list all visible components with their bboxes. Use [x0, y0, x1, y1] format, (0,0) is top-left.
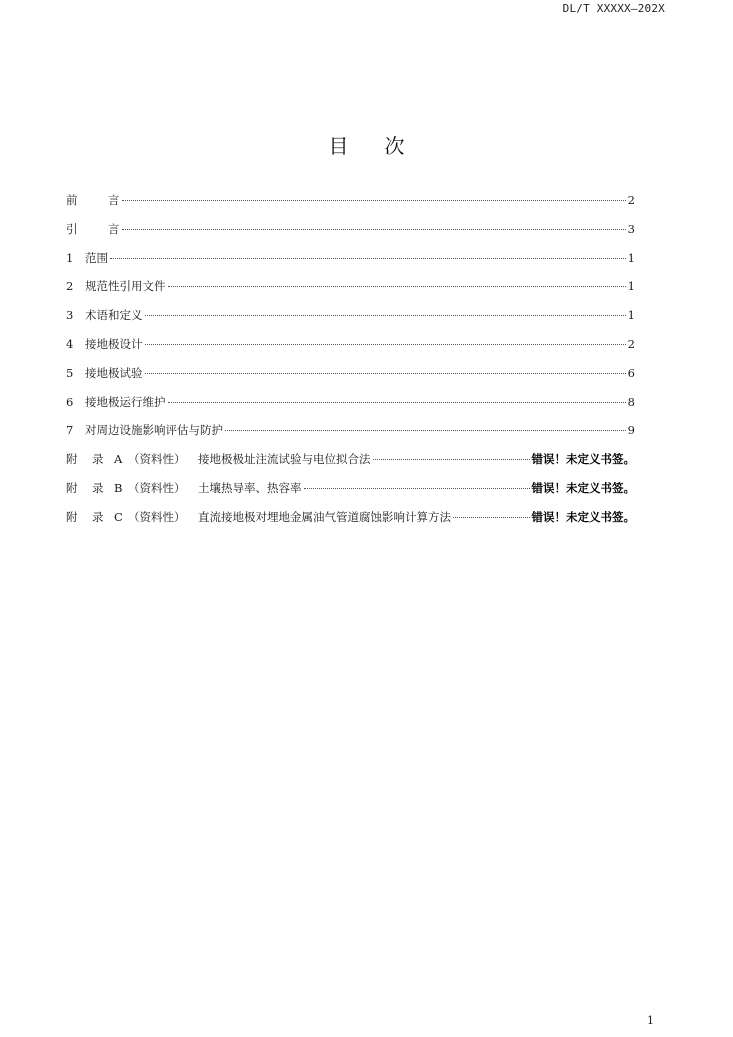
toc-entry-label [66, 365, 143, 382]
toc-leader-dots [225, 430, 626, 431]
toc-page-number: 2 [627, 193, 635, 207]
toc-chapter-title: 范围 [85, 250, 108, 265]
toc-chapter-number: 1 [66, 250, 74, 265]
toc-entry-label [66, 509, 451, 526]
toc-entry-label [66, 451, 371, 468]
toc-title-char-1: 目 [328, 134, 349, 158]
toc-leader-dots [145, 315, 626, 316]
toc-chapter-number: 7 [66, 423, 74, 438]
toc-appendix-title: 接地极极址注流试验与电位拟合法 [198, 452, 371, 467]
toc-entry-chapter-4[interactable] [66, 336, 635, 365]
toc-page-number: 6 [627, 365, 635, 380]
toc-chapter-number: 2 [66, 279, 74, 294]
toc-leader-dots [304, 488, 530, 489]
toc-appendix-letter: C [114, 509, 123, 524]
toc-entry-introduction[interactable] [66, 221, 635, 250]
toc-chapter-number: 4 [66, 336, 74, 351]
toc-leader-dots [453, 517, 530, 518]
toc-chapter-number: 3 [66, 308, 74, 323]
toc-leader-dots [168, 402, 626, 403]
toc-entry-appendix-b[interactable] [66, 480, 635, 509]
toc-entry-label [66, 480, 302, 497]
toc-chapter-title: 对周边设施影响评估与防护 [85, 423, 223, 438]
toc-entry-appendix-c[interactable] [66, 509, 635, 538]
toc-page-number: 9 [627, 423, 635, 438]
toc-appendix-prefix-2: 录 [92, 452, 104, 467]
toc-leader-dots [122, 229, 626, 230]
toc-entry-char-2: 言 [108, 193, 120, 207]
toc-chapter-number: 5 [66, 365, 74, 380]
toc-chapter-title: 规范性引用文件 [85, 279, 166, 294]
toc-chapter-title: 接地极试验 [85, 365, 143, 380]
toc-entry-label [66, 422, 223, 439]
toc-entry-label [66, 192, 120, 209]
toc-appendix-prefix: 附 [66, 509, 78, 524]
toc-entry-label [66, 250, 108, 267]
toc-entry-chapter-7[interactable] [66, 422, 635, 451]
toc-page-number: 1 [627, 308, 635, 323]
toc-entry-char-1: 引 [66, 221, 78, 236]
toc-chapter-title: 术语和定义 [85, 308, 143, 323]
toc-bookmark-error: 错误！未定义书签。 [531, 509, 635, 524]
toc-page-number: 1 [627, 279, 635, 294]
toc-title [0, 130, 733, 159]
toc-leader-dots [110, 258, 626, 259]
toc-entry-chapter-1[interactable] [66, 250, 635, 279]
toc-appendix-prefix-2: 录 [92, 509, 104, 524]
toc-entry-chapter-6[interactable] [66, 394, 635, 423]
toc-leader-dots [373, 459, 530, 460]
toc-entry-label [66, 307, 143, 324]
toc-bookmark-error: 错误！未定义书签。 [531, 452, 635, 467]
toc-appendix-prefix: 附 [66, 480, 78, 495]
toc-entry-chapter-3[interactable] [66, 307, 635, 336]
toc-leader-dots [145, 344, 626, 345]
toc-entry-chapter-2[interactable] [66, 278, 635, 307]
toc-title-char-2: 次 [384, 134, 405, 158]
document-code: DL/T XXXXX—202X [562, 2, 665, 15]
toc-entry-label [66, 394, 166, 411]
toc-entry-label [66, 336, 143, 353]
toc-list [66, 192, 635, 538]
toc-appendix-letter: B [114, 480, 123, 495]
page-number: 1 [647, 1014, 654, 1027]
toc-entry-foreword[interactable] [66, 192, 635, 221]
toc-appendix-title: 直流接地极对埋地金属油气管道腐蚀影响计算方法 [198, 509, 451, 524]
toc-chapter-title: 接地极运行维护 [85, 394, 166, 409]
toc-chapter-title: 接地极设计 [85, 336, 143, 351]
toc-appendix-type: （资料性） [128, 509, 186, 524]
toc-page-number: 1 [627, 250, 635, 265]
toc-entry-label [66, 278, 166, 295]
toc-leader-dots [122, 200, 626, 201]
toc-entry-appendix-a[interactable] [66, 451, 635, 480]
toc-leader-dots [168, 286, 626, 287]
toc-page-number: 3 [627, 221, 635, 236]
toc-page-number: 8 [627, 394, 635, 409]
toc-appendix-prefix-2: 录 [92, 480, 104, 495]
toc-appendix-title: 土壤热导率、热容率 [198, 480, 302, 495]
toc-leader-dots [145, 373, 626, 374]
toc-entry-char-2: 言 [108, 221, 120, 236]
toc-entry-chapter-5[interactable] [66, 365, 635, 394]
toc-entry-label [66, 221, 120, 238]
toc-entry-char-1: 前 [66, 193, 78, 207]
toc-appendix-type: （资料性） [128, 480, 186, 495]
toc-chapter-number: 6 [66, 394, 74, 409]
toc-appendix-prefix: 附 [66, 452, 78, 467]
toc-page-number: 2 [627, 336, 635, 351]
toc-appendix-type: （资料性） [128, 452, 186, 467]
toc-bookmark-error: 错误！未定义书签。 [531, 480, 635, 495]
toc-appendix-letter: A [114, 452, 123, 467]
